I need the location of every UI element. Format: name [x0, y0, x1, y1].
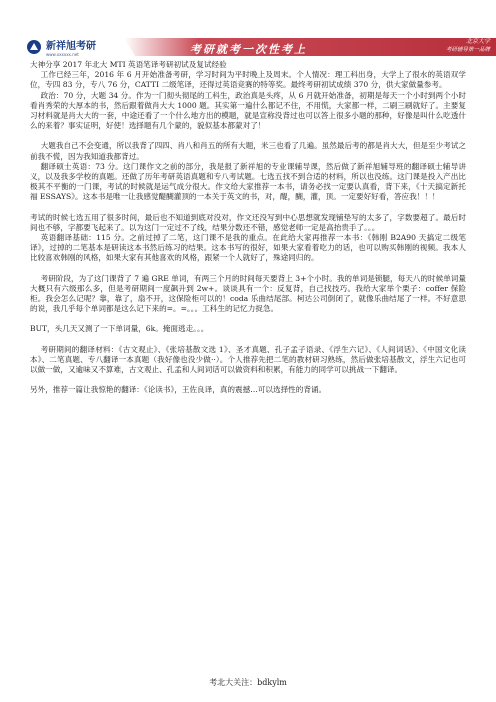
paragraph-intro: 工作已经三年，2016 年 6 月开始准备考研，学习时间为平时晚上及周末。个人情况：理工科出身，大学上了很水的英语双学位，专四 83 分，专八 76 分，CATTI 二级笔译，还得过英语竞赛的特等奖。最终考研初试成绩 370 分，供大家做量参考。 — [30, 70, 466, 90]
paragraph-politics-essay: 大题我自己不会变通，所以我背了四四、肖八和肖五的所有大题，米三也看了几遍。虽然最后考的都是肖大大，但是至少考试之前我不慌，因为我知道我都背过。 — [30, 141, 466, 161]
logo-name: 新祥旭考研 — [46, 41, 96, 52]
paragraph-recommendation: 另外，推荐一篇让我惊艳的翻译：《论读书》，王佐良译，真的震撼…可以选择性的背诵。 — [30, 385, 327, 395]
logo-mark-icon — [26, 39, 42, 55]
page-footer: 考北大关注：bdkylm — [209, 678, 287, 687]
paragraph-politics: 政治：70 分，大题 34 分。作为一门彻头彻尾的工科生，政治真是头疼，从 6 月就开始准备，初期是每天一个小时到两个小时看肖秀荣的大厚本的书，然后跟着做肖大大 1000 题。其实第一遍什么都记不住，不用慌，大家都一样，二刷三刷就好了。主要复习材料就是肖大大的一套，中途还看了一个什么地方出的模题，就是宣称没背过也可以答上很多小题的那种，好像是叫什么吃透什么的来着？事实证明，好使！选择题有几个蒙的，貌似基本都蒙对了！ — [30, 90, 466, 131]
article-body — [30, 60, 466, 395]
side-title-line2: 考研辅导第一品牌 — [445, 47, 490, 53]
article-title: 大神分享 2017 年北大 MTI 英语笔译考研初试及复试经验 — [30, 60, 227, 69]
side-title-line1: 北京大学 — [465, 38, 490, 45]
logo-url: www.xxxxxx.net — [46, 52, 79, 57]
paragraph-vocabulary: 考研阶段，为了这门课背了 7 遍 GRE 单词，有两三个月的时间每天要背上 3+个小时。我的单词是锁腿，每天八的时候单词量大概只有六级那么多，但是考研期间一度飙升到 2w+。谈谈具有一个：反复背，自己找技巧。我给大家举个栗子：coffer 保险柜。我会怎么记呢？靠，靠了，扇不开，这保险柜可以的！coda 乐曲结尾部。柯达公司倒闭了，就像乐曲结尾了一样。不好意思的说，我几乎每个单词都是这么记下来的=。=。。。工科生的记忆力捉急。 — [30, 273, 466, 314]
page-header — [0, 0, 496, 58]
header-side-title — [400, 38, 490, 54]
paragraph-materials: 考研期间的翻译材料：《古文观止》、《张培基散文选 1》、圣才真题、孔子孟子语录、《浮生六记》、《人间词话》、《中国文化读本》、二笔真题、专八翻译一本真题（我好像也没少做··）。个人推荐先把二笔的教材研习熟练，然后做张培基散文，浮生六记也可以做一做，又逾味又不算难，古文观止、孔孟和人间词话可以做资料和积累，有能力的同学可以挑战一下翻译。 — [30, 344, 466, 375]
paragraph-english: 翻译硕士英语：73 分。这门课作文之前的部分，我是报了新祥旭的专业课辅导课，然后做了新祥旭辅导班的翻译硕士辅导讲义，以及我多学校的真题。还做了历年考研英语真题和专八考试题。七选五找不到合适的材料，所以也没练。这门课是投入产出比极其不平衡的一门课，考试的时候就是运气成分很大。作文给大家推荐一本书，请务必找一定要认真看，背下来，《十天搞定新托福 ESSAYS》。这本书是唯一让我感觉醍醐灌顶的一本关于英文的书，对，醍，醐，灌，顶。一定要好好看，答应我！！！ — [30, 161, 466, 202]
header-slogan: 考研就考一次性考上 — [190, 43, 307, 56]
paragraph-translation: 英语翻译基础：115 分。之前过掉了二笔，这门课不是我的重点。在此给大家再推荐一本书：《韩刚 B2A90 天搞定二级笔译》，过掉的二笔基本是研读这本书然后练习的结果。这本书写的很好，如果大家看着吃力的话，也可以购买韩刚的视频。我本人比较喜欢韩刚的风格，如果大家有其他喜欢的风格，跟紧一个人就好了，殊途同归的。 — [30, 233, 466, 263]
paragraph-but: BUT，头几天又测了一下单词量，6k。掩面逃走。。。 — [30, 324, 209, 334]
paragraph-exam: 考试的时候七选五用了很多时间，最后也不知道到底对没对，作文还没写到中心思想就发现铺垫写的太多了，字数要超了。最后时间也不够，字都要飞起来了。以为这门一定过不了线，结果分数还不错，感觉老师一定是高抬贵手了。。。 — [30, 212, 466, 232]
